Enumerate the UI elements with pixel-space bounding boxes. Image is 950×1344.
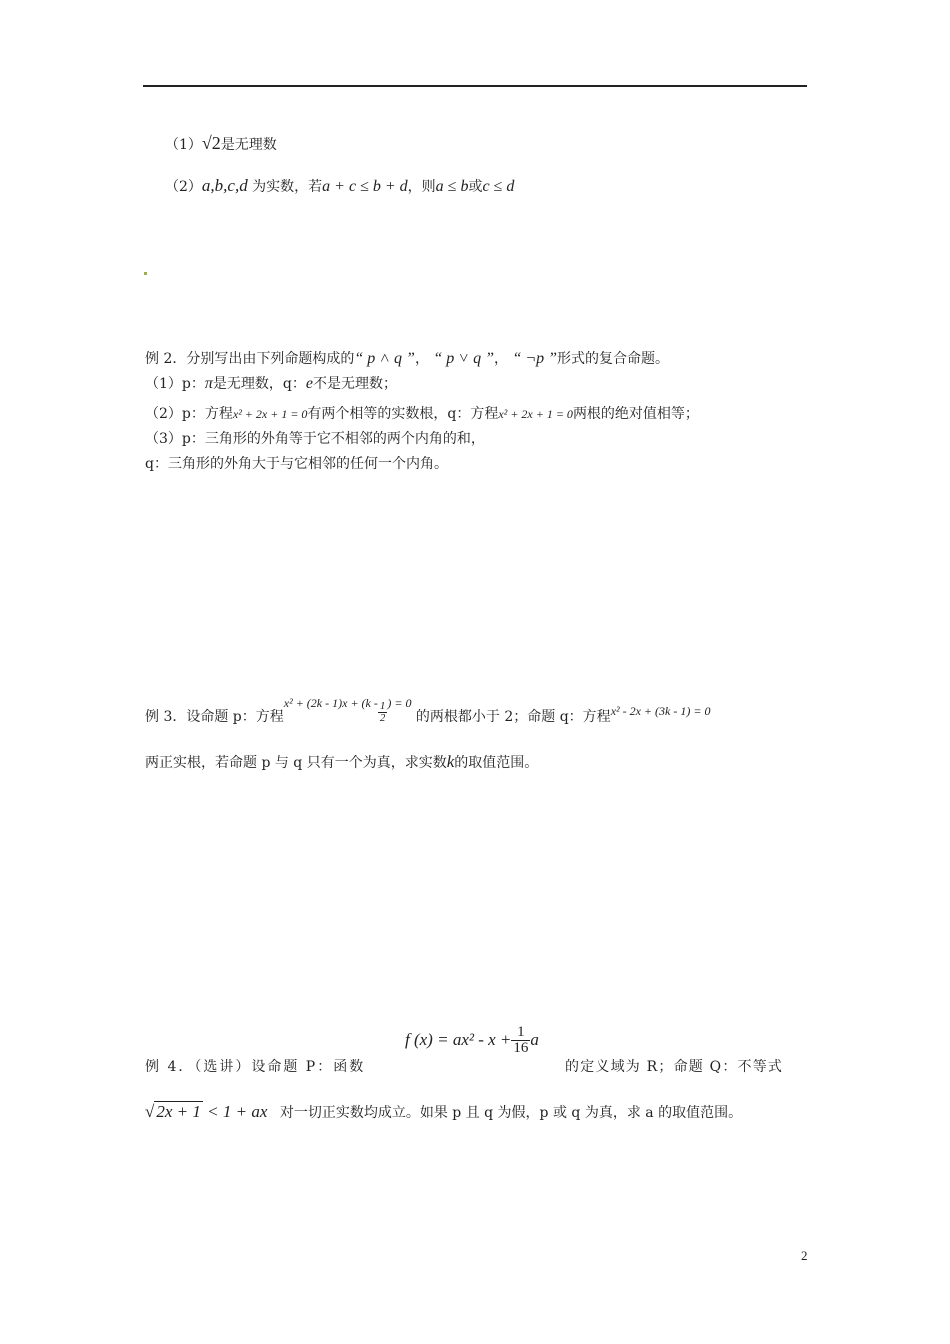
item-2-text3: 或 <box>468 179 483 195</box>
ex2-line-3-text: （3）p：三角形的外角等于它不相邻的两个内角的和， <box>145 431 485 447</box>
sqrt-two: √2 <box>201 133 221 153</box>
one-sixteenth-fraction <box>511 1025 530 1056</box>
ex3-text-a: 例 3．设命题 p：方程 <box>145 709 284 725</box>
ex4-function-pre: f (x) = ax² - x + <box>405 1030 512 1049</box>
ex2-line-1-b: 是无理数，q： <box>212 376 306 392</box>
ex4-line-2 <box>145 1101 742 1122</box>
ex3-equation-2: x² - 2x + (3k - 1) = 0 <box>610 704 711 718</box>
item-2-concl1: a ≤ b <box>435 178 469 195</box>
one-half-fraction <box>378 701 388 724</box>
ex3-line-1 <box>145 696 711 730</box>
k-variable: k <box>446 752 455 771</box>
ex2-tail: 形式的复合命题。 <box>557 351 670 367</box>
fraction-numerator: 1 <box>511 1025 530 1041</box>
ex4-inequality: √ 2x + 1 < 1 + ax <box>145 1102 268 1121</box>
item-1 <box>165 133 277 154</box>
ex3-eq1-post: ) = 0 <box>387 696 412 710</box>
item-2-label: （2） <box>165 179 202 195</box>
ex2-line-1-a: （1）p： <box>145 376 205 392</box>
ex3-eq1-pre: x² + (2k - 1)x + (k - <box>283 696 378 710</box>
ex2-line-2 <box>145 403 699 423</box>
ex3-line-2 <box>145 752 538 772</box>
ex4-line-1 <box>145 1056 807 1076</box>
ex4-inequality-rest: < 1 + ax <box>207 1102 268 1121</box>
item-2-text2: ，则 <box>407 179 436 195</box>
ex2-sep2: ， <box>494 351 508 367</box>
ex2-equation-1: x² + 2x + 1 = 0 <box>232 407 308 421</box>
ex2-line-3 <box>145 428 485 448</box>
ex3-text-c: 两正实根，若命题 p 与 q 只有一个为真，求实数 <box>145 755 447 771</box>
item-1-text: 是无理数 <box>220 137 277 153</box>
item-2-concl2: c ≤ d <box>482 178 515 195</box>
fraction-denominator: 2 <box>379 711 386 724</box>
ex2-sep1: ， <box>414 351 429 367</box>
ex2-formula-or: “ p ˅ q ” <box>433 350 494 367</box>
ex4-text-c: 对一切正实数均成立。如果 p 且 q 为假，p 或 q 为真，求 a 的取值范围。 <box>279 1105 743 1121</box>
ex2-formula-not: “ ¬p ” <box>512 350 558 367</box>
ex2-line-2-b: 有两个相等的实数根，q：方程 <box>307 406 499 422</box>
ex4-text-b: 的定义域为 R；命题 Q：不等式 <box>565 1059 784 1075</box>
item-2-text1: 为实数，若 <box>252 179 323 195</box>
fraction-denominator: 16 <box>513 1040 529 1056</box>
ex3-equation-1 <box>283 696 412 724</box>
ex2-line-4-text: q：三角形的外角大于与它相邻的任何一个内角。 <box>145 456 448 472</box>
ex4-function <box>405 1025 539 1056</box>
header-rule <box>143 85 807 87</box>
ex4-text-a: 例 4．（选讲）设命题 P：函数 <box>145 1059 366 1075</box>
pi-symbol: π <box>204 375 213 392</box>
ex4-function-post: a <box>530 1030 539 1049</box>
stray-mark <box>144 272 147 275</box>
ex2-title-text: 例 2．分别写出由下列命题构成的 <box>145 351 355 367</box>
ex2-equation-2: x² + 2x + 1 = 0 <box>498 407 573 421</box>
ex2-line-1-c: 不是无理数； <box>312 376 397 392</box>
page-number: 2 <box>801 1248 808 1263</box>
ex2-line-4 <box>145 453 448 473</box>
item-2-cond: a + c ≤ b + d <box>322 178 408 195</box>
ex2-line-1 <box>145 373 397 393</box>
ex2-line-2-c: 两根的绝对值相等； <box>572 406 699 422</box>
ex2-line-2-a: （2）p：方程 <box>145 406 233 422</box>
item-1-label: （1） <box>165 137 202 153</box>
fraction-numerator: 1 <box>379 699 386 712</box>
ex3-text-d: 的取值范围。 <box>454 755 539 771</box>
item-2 <box>165 176 514 196</box>
ex3-text-b: 的两根都小于 2；命题 q：方程 <box>415 709 611 725</box>
radicand: 2x + 1 <box>156 1102 201 1121</box>
item-2-vars: a,b,c,d <box>201 176 248 195</box>
ex2-title <box>145 348 669 368</box>
e-symbol: e <box>305 375 313 392</box>
ex2-formula-and: “ p ˄ q ” <box>354 350 415 367</box>
